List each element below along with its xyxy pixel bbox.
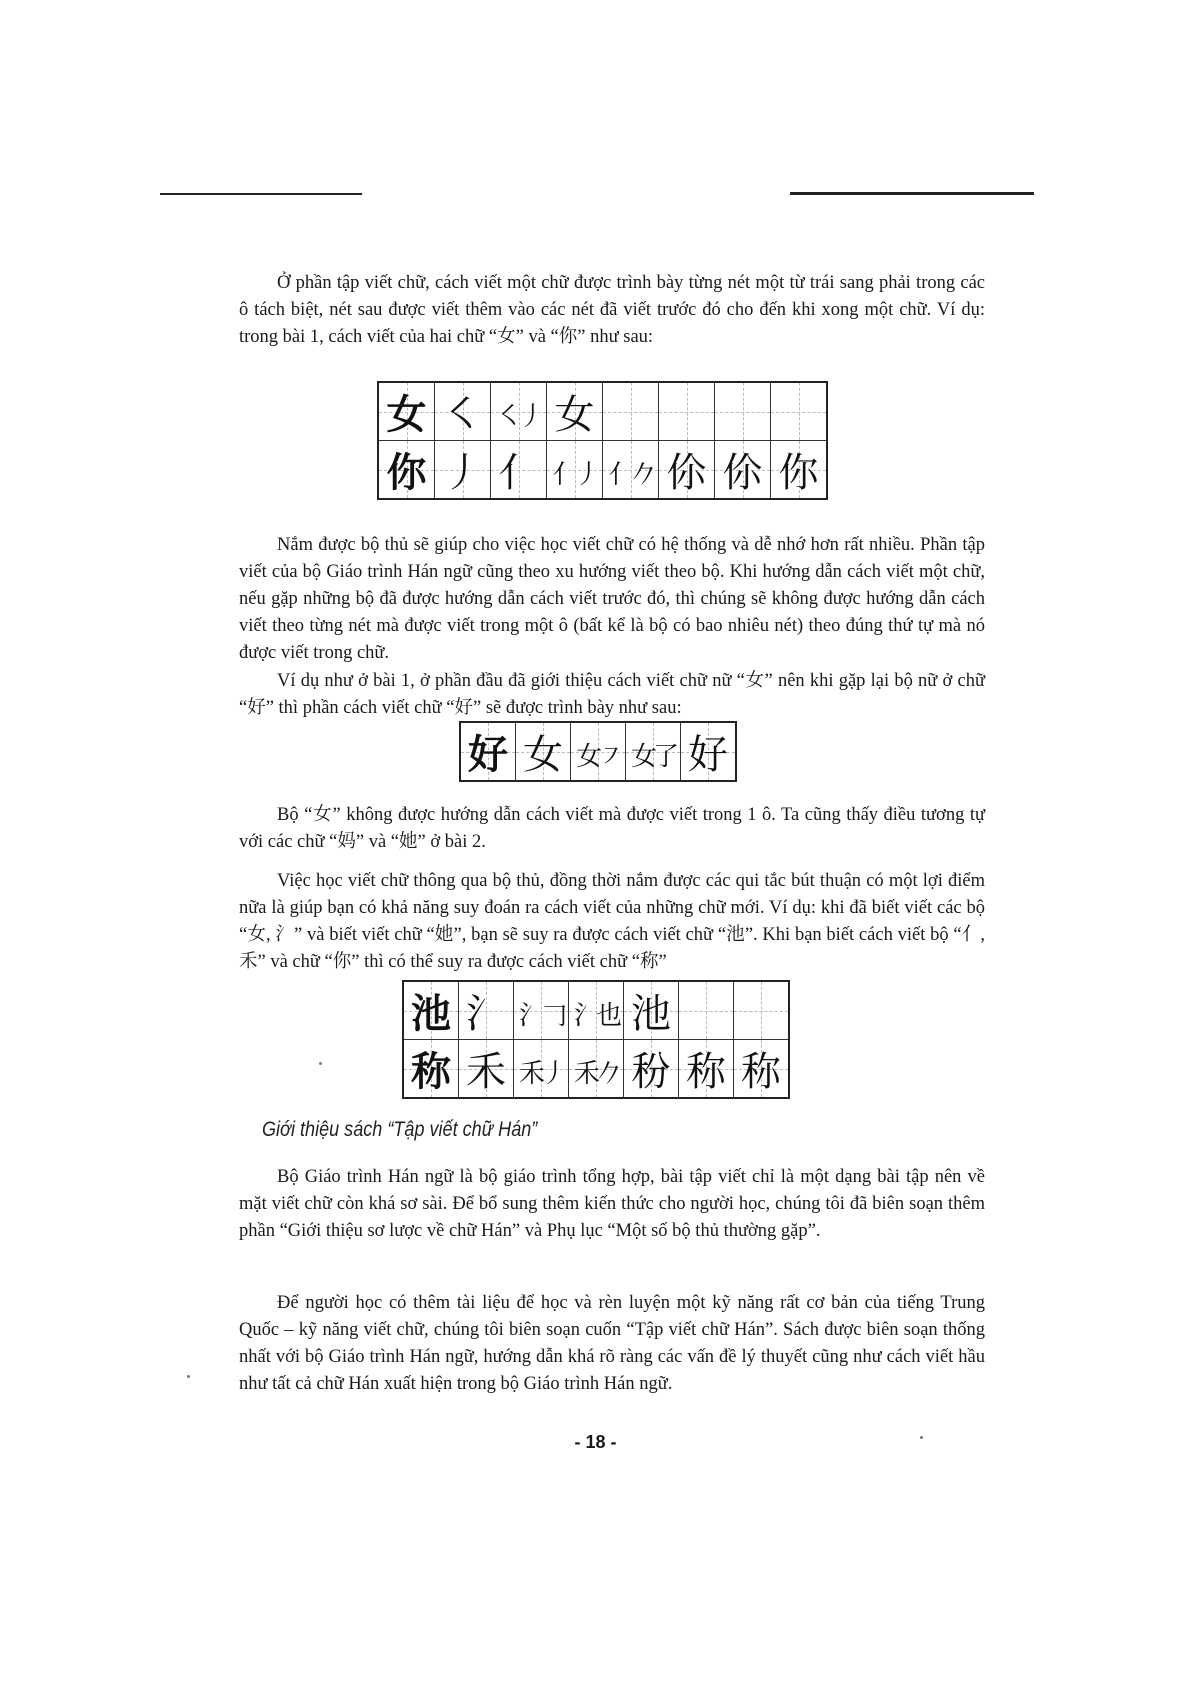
stroke-glyph: 氵 bbox=[466, 991, 506, 1037]
stroke-glyph: 亻𠂊 bbox=[608, 459, 653, 490]
stroke-cell bbox=[771, 382, 828, 441]
page-number: - 18 - bbox=[574, 1432, 617, 1452]
paragraph-3-text: Ví dụ như ở bài 1, ở phần đầu đã giới thiệu cách viết chữ nữ “女” nên khi gặp lại bộ nữ ở chữ “好” thì phần cách viết chữ “好” sẽ được trình bày như sau: bbox=[239, 671, 985, 718]
stroke-glyph: 禾丿 bbox=[518, 1058, 563, 1089]
stroke-cell bbox=[491, 441, 547, 500]
paragraph-2 bbox=[239, 532, 985, 667]
paragraph-7-text: Để người học có thêm tài liệu để học và rèn luyện một kỹ năng rất cơ bản của tiếng Trung Quốc – kỹ năng viết chữ, chúng tôi biên soạn cuốn “Tập viết chữ Hán”. Sách được biên soạn thống nhất với bộ Giáo trình Hán ngữ, hướng dẫn khá rõ ràng các vấn đề lý thuyết cũng như cách viết hầu như tất cả chữ Hán xuất hiện trong bộ Giáo trình Hán ngữ. bbox=[239, 1293, 985, 1394]
stroke-glyph: 你 bbox=[386, 450, 427, 496]
paragraph-7 bbox=[239, 1290, 985, 1398]
stroke-glyph: 女㇇ bbox=[575, 741, 620, 772]
stroke-grid-row bbox=[403, 1040, 789, 1099]
stroke-cell bbox=[734, 981, 790, 1040]
paragraph-1-text: Ở phần tập viết chữ, cách viết một chữ được trình bày từng nét một từ trái sang phải trong các ô tách biệt, nét sau được viết thêm vào các nét đã viết trước đó cho đến khi xong một chữ. Ví dụ: trong bài 1, cách viết của hai chữ “女” và “你” như sau: bbox=[239, 273, 985, 347]
stroke-cell bbox=[624, 981, 679, 1040]
stroke-glyph: 禾 bbox=[466, 1049, 506, 1095]
paragraph-2-text: Nắm được bộ thủ sẽ giúp cho việc học viết chữ có hệ thống và dễ nhớ hơn rất nhiều. Phần tập viết của bộ Giáo trình Hán ngữ cũng theo xu hướng viết theo bộ. Khi hướng dẫn cách viết một chữ, nếu gặp những bộ đã được hướng dẫn cách viết trước đó, thì chúng sẽ không được hướng dẫn cách viết theo từng nét mà được viết trong một ô (bất kể là bộ có bao nhiêu nét) theo đúng thứ tự mà nó được viết trong chữ. bbox=[239, 535, 985, 663]
stroke-cell bbox=[603, 382, 659, 441]
stroke-glyph: 你 bbox=[778, 450, 819, 496]
stroke-cell bbox=[771, 441, 828, 500]
stroke-cell bbox=[715, 382, 771, 441]
stroke-glyph: 丿 bbox=[442, 450, 483, 496]
stroke-cell bbox=[435, 441, 491, 500]
guide-line-vertical bbox=[761, 982, 762, 1039]
stroke-cell bbox=[734, 1040, 790, 1099]
scan-speck bbox=[187, 1375, 190, 1378]
stroke-glyph: 池 bbox=[631, 991, 671, 1037]
guide-line-vertical bbox=[743, 383, 744, 440]
stroke-cell bbox=[378, 382, 435, 441]
stroke-cell bbox=[459, 1040, 514, 1099]
stroke-cell bbox=[659, 441, 715, 500]
stroke-grid-row bbox=[403, 981, 789, 1040]
stroke-glyph: 好 bbox=[468, 732, 508, 778]
paragraph-4-text: Bộ “女” không được hướng dẫn cách viết mà được viết trong 1 ô. Ta cũng thấy điều tương tự với các chữ “妈” và “她” ở bài 2. bbox=[239, 805, 985, 852]
stroke-glyph: 称 bbox=[686, 1049, 726, 1095]
stroke-grid-row bbox=[378, 382, 827, 441]
stroke-glyph: 禾𠂊 bbox=[573, 1058, 618, 1089]
stroke-cell bbox=[378, 441, 435, 500]
stroke-cell bbox=[603, 441, 659, 500]
stroke-glyph: ㇛丿 bbox=[496, 401, 541, 432]
stroke-cell bbox=[569, 981, 624, 1040]
stroke-grid-hao bbox=[459, 721, 737, 782]
paragraph-5-text: Việc học viết chữ thông qua bộ thủ, đồng thời nắm được các qui tắc bút thuận có một lợi điểm nữa là giúp bạn có khả năng suy đoán ra cách viết của những chữ mới. Ví dụ: khi đã biết viết các bộ “女, 氵” và biết viết chữ “她”, bạn sẽ suy ra được cách viết chữ “池”. Khi bạn biết cách viết bộ “亻, 禾” và chữ “你” thì có thể suy ra được cách viết chữ “称” bbox=[239, 871, 985, 972]
stroke-grid-row bbox=[378, 441, 827, 500]
paragraph-1 bbox=[239, 270, 985, 351]
guide-line-vertical bbox=[799, 383, 800, 440]
stroke-cell bbox=[514, 981, 569, 1040]
stroke-glyph: 池 bbox=[411, 991, 451, 1037]
stroke-cell bbox=[547, 382, 603, 441]
scan-speck bbox=[920, 1436, 923, 1439]
stroke-grid-row bbox=[460, 722, 736, 781]
stroke-glyph: 氵也 bbox=[573, 1000, 618, 1031]
stroke-glyph: 称 bbox=[411, 1049, 451, 1095]
stroke-glyph: 好 bbox=[688, 732, 728, 778]
stroke-glyph: 女 bbox=[386, 392, 427, 438]
stroke-cell bbox=[491, 382, 547, 441]
stroke-glyph: 氵𠃌 bbox=[518, 1000, 563, 1031]
stroke-cell bbox=[681, 722, 737, 781]
stroke-glyph: 伱 bbox=[722, 450, 763, 496]
stroke-glyph: ㇛ bbox=[442, 392, 483, 438]
stroke-cell bbox=[459, 981, 514, 1040]
scan-speck bbox=[319, 1062, 322, 1065]
stroke-grid-nu-ni bbox=[377, 381, 828, 500]
stroke-glyph: 称 bbox=[741, 1049, 781, 1095]
stroke-glyph: 亻 bbox=[498, 450, 539, 496]
section-heading: Giới thiệu sách “Tập viết chữ Hán” bbox=[262, 1118, 538, 1141]
stroke-cell bbox=[679, 981, 734, 1040]
stroke-glyph: 女了 bbox=[630, 741, 675, 772]
stroke-glyph: 亻丿 bbox=[552, 459, 597, 490]
paragraph-5 bbox=[239, 868, 985, 976]
stroke-grid-chi-cheng bbox=[402, 980, 790, 1099]
stroke-cell bbox=[514, 1040, 569, 1099]
stroke-cell bbox=[403, 981, 459, 1040]
stroke-cell bbox=[679, 1040, 734, 1099]
guide-line-vertical bbox=[706, 982, 707, 1039]
stroke-glyph: 女 bbox=[554, 392, 595, 438]
stroke-glyph: 伱 bbox=[666, 450, 707, 496]
stroke-cell bbox=[460, 722, 516, 781]
paragraph-3 bbox=[239, 668, 985, 722]
stroke-cell bbox=[547, 441, 603, 500]
stroke-cell bbox=[569, 1040, 624, 1099]
guide-line-vertical bbox=[631, 383, 632, 440]
stroke-cell bbox=[659, 382, 715, 441]
stroke-cell bbox=[403, 1040, 459, 1099]
header-rule-left bbox=[160, 193, 362, 195]
stroke-cell bbox=[626, 722, 681, 781]
header-rule-right bbox=[790, 192, 1034, 195]
stroke-glyph: 秎 bbox=[631, 1049, 671, 1095]
paragraph-6-text: Bộ Giáo trình Hán ngữ là bộ giáo trình tổng hợp, bài tập viết chỉ là một dạng bài tập nên về mặt viết chữ còn khá sơ sài. Để bổ sung thêm kiến thức cho người học, chúng tôi đã biên soạn thêm phần “Giới thiệu sơ lược về chữ Hán” và Phụ lục “Một số bộ thủ thường gặp”. bbox=[239, 1167, 985, 1241]
paragraph-4 bbox=[239, 802, 985, 856]
stroke-cell bbox=[571, 722, 626, 781]
stroke-cell bbox=[715, 441, 771, 500]
stroke-glyph: 女 bbox=[523, 732, 563, 778]
paragraph-6 bbox=[239, 1164, 985, 1245]
stroke-cell bbox=[624, 1040, 679, 1099]
stroke-cell bbox=[435, 382, 491, 441]
stroke-cell bbox=[516, 722, 571, 781]
guide-line-vertical bbox=[687, 383, 688, 440]
